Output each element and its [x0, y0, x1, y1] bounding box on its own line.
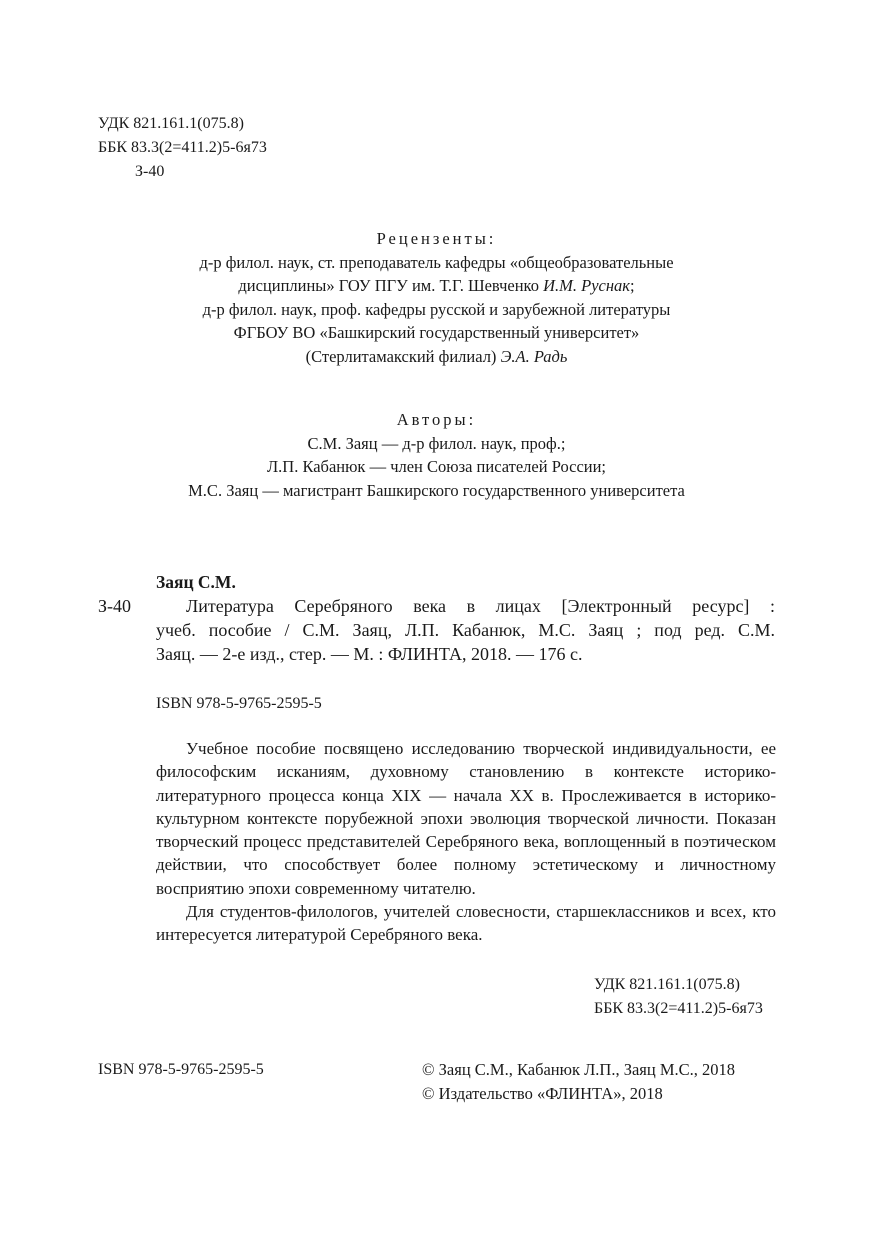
record-title: Литература Серебряного века в лицах [Электронный ресурс] : [186, 596, 775, 616]
reviewer-line: ФГБОУ ВО «Башкирский государственный университет» [233, 323, 640, 342]
reviewer-line [98, 274, 775, 298]
abstract [156, 737, 776, 947]
reviewer-punct: ; [630, 276, 635, 295]
abstract-paragraph: Учебное пособие посвящено исследованию творческой индивидуальности, ее философским исканиям, духовному становлению в контексте историко-литературного процесса конца XIX — начала XX в. Прослеживается в историко-культурном контексте порубежной эпохи эволюция творческой личности. Показан творческий процесс представителей Серебряного века, воплощенный в поэтическом действии, что способствует более полному эстетическому и личностному восприятию эпохи современному читателю. [156, 739, 776, 898]
isbn-record: ISBN 978-5-9765-2595-5 [156, 695, 322, 712]
authors-heading: Авторы: [396, 410, 477, 429]
record-line: Заяц. — 2-е изд., стер. — М. : ФЛИНТА, 2018. — 176 с. [156, 644, 583, 664]
reviewer-line: д-р филол. наук, проф. кафедры русской и зарубежной литературы [202, 299, 671, 319]
copyright-block [422, 1058, 735, 1106]
reviewer-line: д-р филол. наук, ст. преподаватель кафедры «общеобразовательные [199, 252, 674, 272]
copyright-line: © Заяц С.М., Кабанюк Л.П., Заяц М.С., 2018 [422, 1060, 736, 1079]
reviewer-name: Э.А. Радь [500, 346, 568, 366]
classification-codes-bottom [594, 973, 763, 1021]
record-first-row [98, 594, 775, 618]
classification-codes-top [98, 112, 267, 184]
record-author: Заяц С.М. [156, 572, 236, 592]
record-line: учеб. пособие / С.М. Заяц, Л.П. Кабанюк, М.С. Заяц ; под ред. С.М. [156, 620, 775, 640]
author-mark: З-40 [135, 163, 165, 180]
authors-section [98, 408, 775, 502]
udk-code: УДК 821.161.1(075.8) [98, 115, 244, 132]
isbn-footer: ISBN 978-5-9765-2595-5 [98, 1061, 264, 1078]
reviewer-affiliation: дисциплины» ГОУ ПГУ им. Т.Г. Шевченко [238, 276, 544, 295]
author-line: Л.П. Кабанюк — член Союза писателей России; [266, 457, 607, 476]
copyright-line: © Издательство «ФЛИНТА», 2018 [422, 1084, 663, 1103]
reviewers-heading: Рецензенты: [376, 229, 497, 248]
reviewer-name: И.М. Руснак [543, 276, 631, 295]
record-code: З-40 [98, 596, 132, 616]
author-line: М.С. Заяц — магистрант Башкирского государственного университета [188, 480, 685, 500]
bbk-code: ББК 83.3(2=411.2)5-6я73 [98, 139, 267, 156]
bibliographic-record [98, 570, 775, 666]
bbk-code: ББК 83.3(2=411.2)5-6я73 [594, 1000, 763, 1017]
author-line: С.М. Заяц — д-р филол. наук, проф.; [307, 433, 566, 453]
abstract-paragraph: Для студентов-филологов, учителей словесности, старшеклассников и всех, кто интересуется литературой Серебряного века. [156, 902, 776, 945]
record-line [156, 594, 775, 618]
reviewer-line [98, 345, 775, 369]
reviewers-section [98, 227, 775, 368]
reviewer-affiliation: (Стерлитамакский филиал) [305, 346, 501, 366]
udk-code: УДК 821.161.1(075.8) [594, 976, 740, 993]
